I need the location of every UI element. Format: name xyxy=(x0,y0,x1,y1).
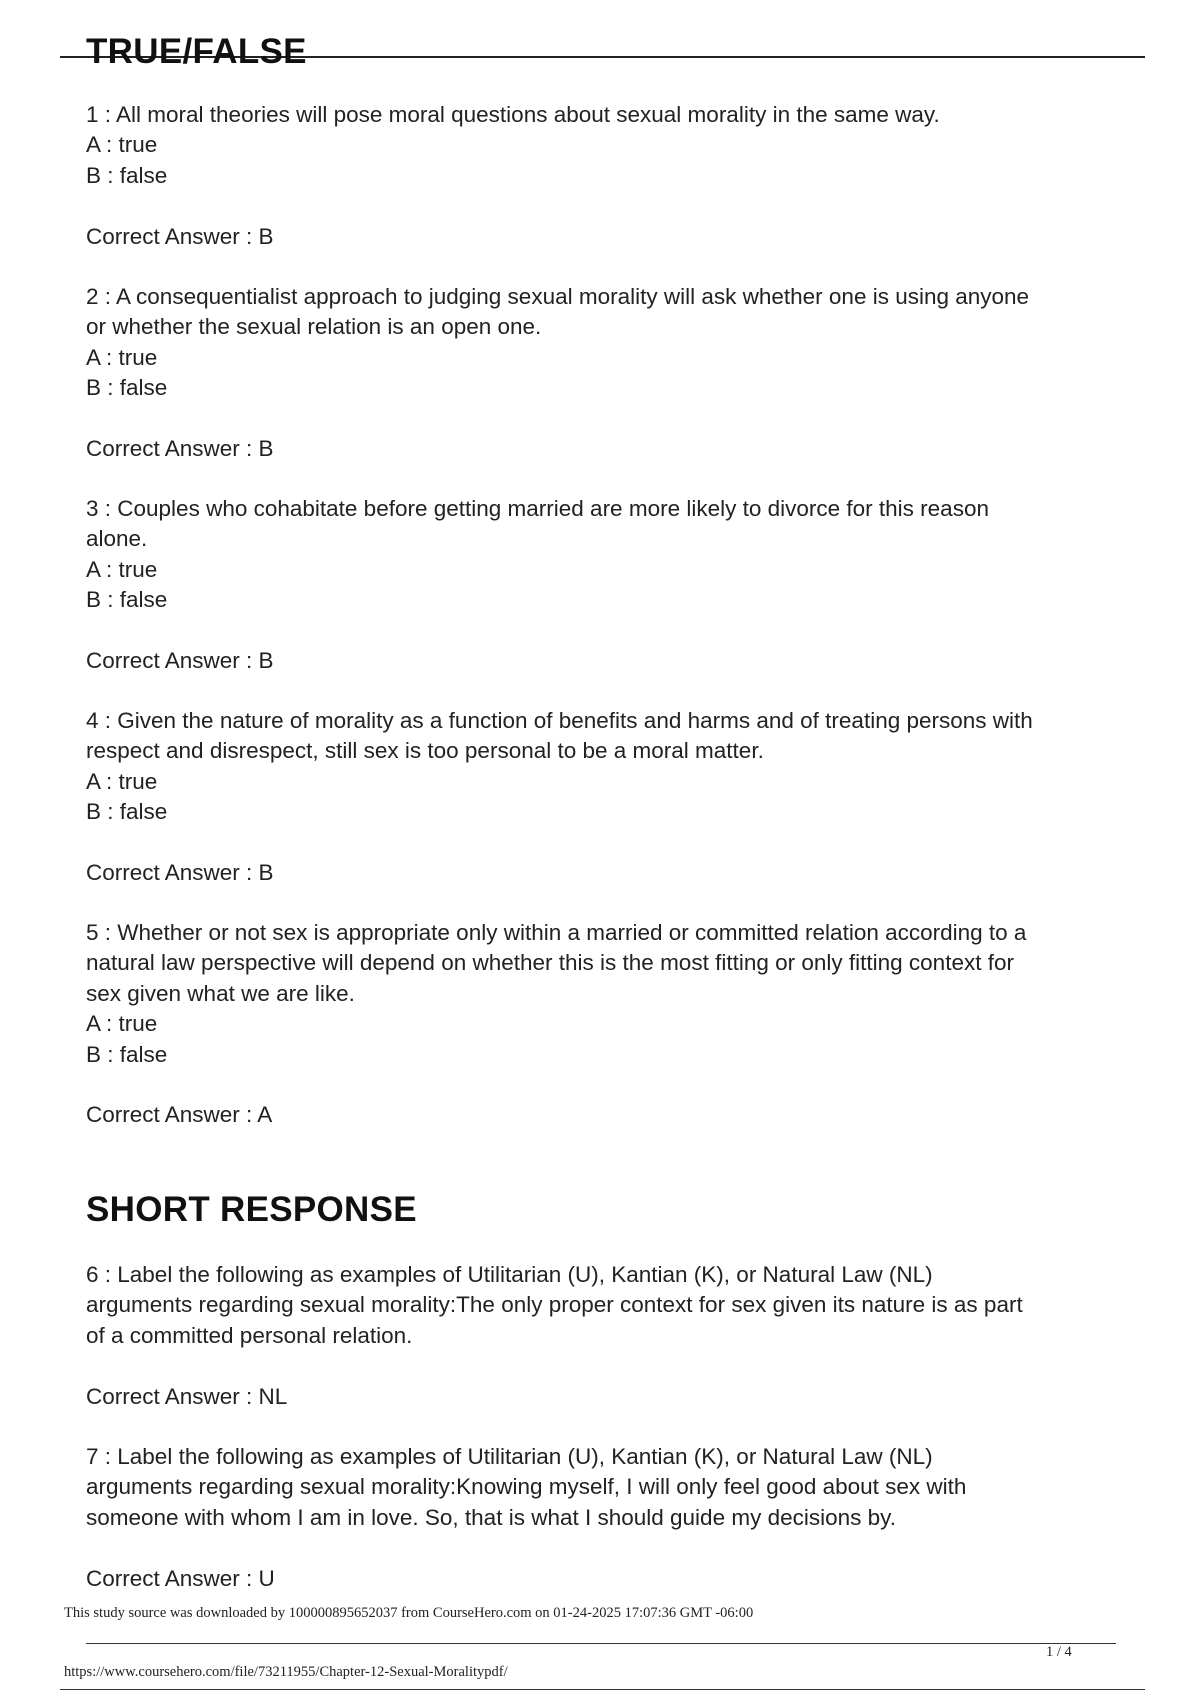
option-a: A : true xyxy=(86,132,158,158)
page-number: 1 / 4 xyxy=(1046,1644,1072,1660)
option-a: A : true xyxy=(86,556,158,582)
question-text: sex given what we are like. xyxy=(86,980,355,1006)
download-source-note: This study source was downloaded by 100000895652037 from CourseHero.com on 01-24-2025 17:07:36 GMT -06:00 xyxy=(64,1605,754,1621)
question-text: 2 : A consequentialist approach to judging sexual morality will ask whether one is using anyone xyxy=(86,284,1030,309)
question-text: or whether the sexual relation is an open one. xyxy=(86,314,542,340)
question-1 xyxy=(86,100,1116,252)
correct-answer: Correct Answer : B xyxy=(86,860,274,886)
option-a: A : true xyxy=(86,344,158,370)
section-heading-short-response: SHORT RESPONSE xyxy=(86,1190,417,1229)
question-2 xyxy=(86,282,1116,464)
option-a: A : true xyxy=(86,1011,158,1037)
question-text: 4 : Given the nature of morality as a function of benefits and harms and of treating persons with xyxy=(86,708,1033,733)
question-text: natural law perspective will depend on whether this is the most fitting or only fitting context for xyxy=(86,950,1014,976)
section-heading-true-false: TRUE/FALSE xyxy=(86,32,307,71)
question-3 xyxy=(86,494,1116,676)
question-text: 3 : Couples who cohabitate before getting married are more likely to divorce for this reason xyxy=(86,496,989,521)
question-6 xyxy=(86,1260,1116,1412)
footer-rule xyxy=(86,1643,1116,1644)
question-4 xyxy=(86,706,1116,888)
question-text: 7 : Label the following as examples of Utilitarian (U), Kantian (K), or Natural Law (NL) xyxy=(86,1444,933,1469)
correct-answer: Correct Answer : B xyxy=(86,223,274,249)
correct-answer: Correct Answer : B xyxy=(86,648,274,674)
option-b: B : false xyxy=(86,799,168,825)
question-text: respect and disrespect, still sex is too personal to be a moral matter. xyxy=(86,738,764,764)
question-text: 5 : Whether or not sex is appropriate only within a married or committed relation according to a xyxy=(86,920,1027,945)
question-text: arguments regarding sexual morality:The only proper context for sex given its nature is as part xyxy=(86,1292,1023,1318)
source-url-link[interactable]: https://www.coursehero.com/file/73211955/Chapter-12-Sexual-Moralitypdf/ xyxy=(64,1664,508,1680)
option-b: B : false xyxy=(86,375,168,401)
option-b: B : false xyxy=(86,162,168,188)
correct-answer: Correct Answer : A xyxy=(86,1102,273,1128)
question-text: 1 : All moral theories will pose moral questions about sexual morality in the same way. xyxy=(86,102,940,127)
option-b: B : false xyxy=(86,1041,168,1067)
question-5 xyxy=(86,918,1116,1131)
question-text: someone with whom I am in love. So, that is what I should guide my decisions by. xyxy=(86,1504,896,1530)
option-b: B : false xyxy=(86,587,168,613)
question-text: 6 : Label the following as examples of Utilitarian (U), Kantian (K), or Natural Law (NL) xyxy=(86,1262,933,1287)
correct-answer: Correct Answer : NL xyxy=(86,1383,288,1409)
correct-answer: Correct Answer : B xyxy=(86,436,274,462)
option-a: A : true xyxy=(86,768,158,794)
footer-rule-bottom xyxy=(60,1689,1145,1690)
question-text: of a committed personal relation. xyxy=(86,1322,413,1348)
question-text: arguments regarding sexual morality:Knowing myself, I will only feel good about sex with xyxy=(86,1474,967,1500)
correct-answer: Correct Answer : U xyxy=(86,1565,275,1591)
question-7 xyxy=(86,1442,1116,1594)
question-text: alone. xyxy=(86,526,148,552)
